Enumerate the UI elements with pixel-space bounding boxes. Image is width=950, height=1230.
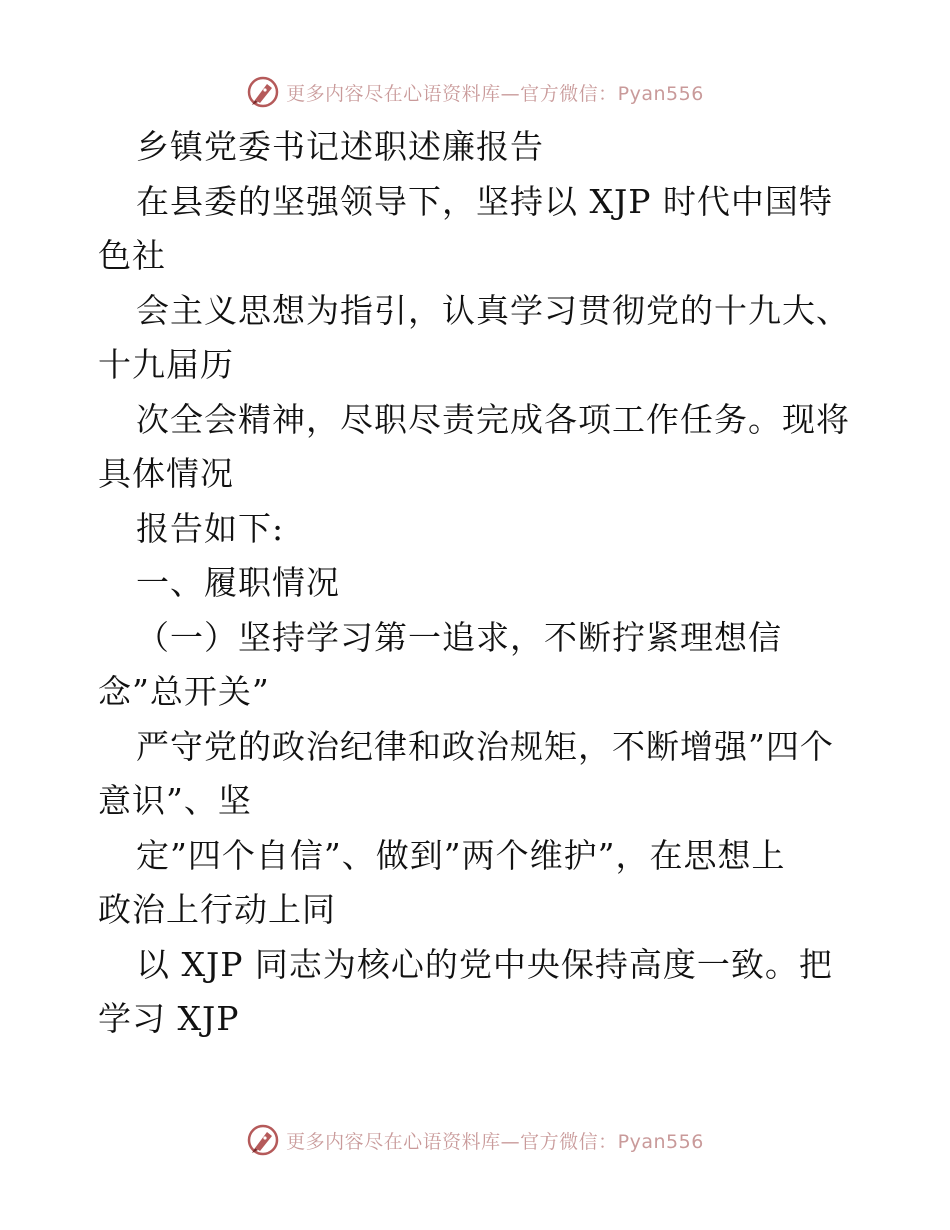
- footer-watermark-text: 更多内容尽在心语资料库—官方微信：Pyan556: [286, 1130, 704, 1153]
- paragraph-line: 意识”、坚: [98, 781, 252, 820]
- paragraph-line: 色社: [98, 236, 166, 275]
- paragraph-line: 报告如下:: [136, 508, 285, 548]
- paragraph-line: 政治上行动上同: [98, 890, 336, 929]
- paragraph-line: 在县委的坚强领导下，坚持以 XJP 时代中国特: [136, 181, 833, 221]
- document-title: 乡镇党委书记述职述廉报告: [136, 127, 544, 166]
- subsection-heading-continued: 念”总开关”: [98, 672, 270, 711]
- paragraph-line: 会主义思想为指引，认真学习贯彻党的十九大、: [136, 290, 850, 330]
- header-watermark-text: 更多内容尽在心语资料库—官方微信：Pyan556: [286, 82, 704, 105]
- footer-watermark-banner: [0, 1120, 950, 1160]
- document-body: [98, 120, 858, 1047]
- header-watermark-banner: [0, 72, 950, 112]
- paragraph-line: 定”四个自信”、做到”两个维护”，在思想上: [136, 835, 786, 875]
- section-heading: 一、履职情况: [136, 563, 340, 602]
- paragraph-line: 以 XJP 同志为核心的党中央保持高度一致。把: [136, 944, 833, 984]
- paragraph-line: 次全会精神，尽职尽责完成各项工作任务。现将: [136, 399, 850, 439]
- subsection-heading: （一）坚持学习第一追求，不断拧紧理想信: [136, 617, 782, 657]
- pen-nib-logo-icon: [246, 1123, 280, 1157]
- paragraph-line: 学习 XJP: [98, 999, 240, 1038]
- paragraph-line: 严守党的政治纪律和政治规矩，不断增强”四个: [136, 726, 834, 766]
- paragraph-line: 具体情况: [98, 454, 234, 493]
- paragraph-line: 十九届历: [98, 345, 234, 384]
- pen-nib-logo-icon: [246, 75, 280, 109]
